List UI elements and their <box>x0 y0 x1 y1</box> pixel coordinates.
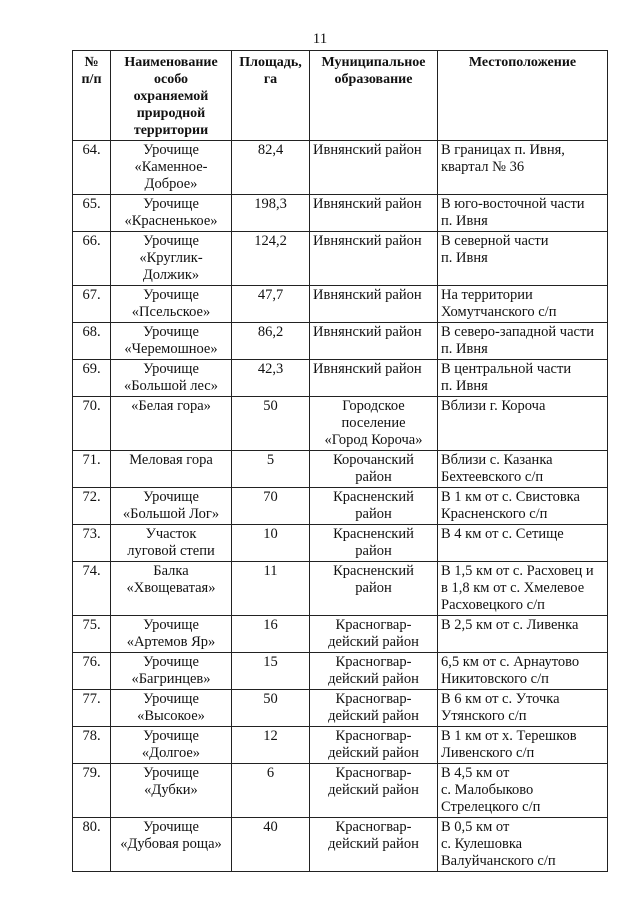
table-row <box>73 727 608 764</box>
area-name-cell <box>111 727 232 764</box>
row-number-text: 66. <box>82 233 101 249</box>
location-text: В границах п. Ивня, квартал № 36 <box>441 142 565 175</box>
area-name-cell <box>111 653 232 690</box>
row-number-text: 73. <box>82 526 101 542</box>
row-number-text: 75. <box>82 617 101 633</box>
municipality-cell <box>310 764 438 818</box>
area-name-cell <box>111 488 232 525</box>
location-cell <box>438 562 608 616</box>
row-number-cell <box>73 232 111 286</box>
row-number-cell <box>73 690 111 727</box>
row-number-cell <box>73 195 111 232</box>
area-name-text: Урочище «Большой Лог» <box>122 489 220 522</box>
page-number: 11 <box>312 31 328 47</box>
municipality-cell <box>310 323 438 360</box>
location-text: В юго-восточной части п. Ивня <box>441 196 585 229</box>
area-size-cell <box>232 690 310 727</box>
row-number-text: 68. <box>82 324 101 340</box>
row-number-cell <box>73 397 111 451</box>
location-text: Вблизи с. Казанка Бехтеевского с/п <box>441 452 553 485</box>
location-text: В центральной части п. Ивня <box>441 361 572 394</box>
row-number-cell <box>73 727 111 764</box>
location-cell <box>438 451 608 488</box>
area-size-cell <box>232 323 310 360</box>
area-size-cell <box>232 727 310 764</box>
row-number-text: 78. <box>82 728 101 744</box>
area-name-text: Урочище «Багринцев» <box>131 654 211 687</box>
area-size-text: 86,2 <box>257 324 284 340</box>
location-text: В 2,5 км от с. Ливенка <box>441 617 579 633</box>
area-size-cell <box>232 525 310 562</box>
area-size-cell <box>232 764 310 818</box>
municipality-text: Красненский район <box>333 489 414 522</box>
location-cell <box>438 323 608 360</box>
area-name-cell <box>111 818 232 872</box>
location-cell <box>438 195 608 232</box>
area-size-cell <box>232 141 310 195</box>
area-size-cell <box>232 562 310 616</box>
municipality-cell <box>310 525 438 562</box>
area-size-text: 5 <box>266 452 275 468</box>
area-size-text: 82,4 <box>257 142 284 158</box>
location-text: 6,5 км от с. Арнаутово Никитовского с/п <box>441 654 580 687</box>
table-body <box>73 141 608 872</box>
area-size-text: 42,3 <box>257 361 284 377</box>
location-cell <box>438 764 608 818</box>
area-name-cell <box>111 764 232 818</box>
table-row <box>73 232 608 286</box>
area-name-cell <box>111 232 232 286</box>
municipality-cell <box>310 690 438 727</box>
area-size-text: 10 <box>263 526 278 542</box>
row-number-cell <box>73 616 111 653</box>
area-size-cell <box>232 397 310 451</box>
table-header-row <box>73 51 608 141</box>
table-row <box>73 764 608 818</box>
row-number-text: 65. <box>82 196 101 212</box>
header-num: № п/п <box>73 51 111 141</box>
municipality-cell <box>310 562 438 616</box>
area-name-text: Урочище «Долгое» <box>141 728 201 761</box>
municipality-cell <box>310 232 438 286</box>
area-size-cell <box>232 360 310 397</box>
table-row <box>73 818 608 872</box>
row-number-text: 64. <box>82 142 101 158</box>
municipality-cell <box>310 653 438 690</box>
row-number-cell <box>73 323 111 360</box>
row-number-text: 79. <box>82 765 101 781</box>
municipality-text: Ивнянский район <box>313 142 422 158</box>
location-text: В северной части п. Ивня <box>441 233 549 266</box>
table-row <box>73 451 608 488</box>
area-name-cell <box>111 525 232 562</box>
area-name-cell <box>111 616 232 653</box>
municipality-text: Красногвар- дейский район <box>328 819 419 852</box>
municipality-cell <box>310 451 438 488</box>
row-number-cell <box>73 488 111 525</box>
municipality-text: Ивнянский район <box>313 196 422 212</box>
area-name-text: Урочище «Артемов Яр» <box>126 617 216 650</box>
location-cell <box>438 141 608 195</box>
area-name-text: Урочище «Высокое» <box>137 691 205 724</box>
table-row <box>73 562 608 616</box>
table-row <box>73 616 608 653</box>
municipality-cell <box>310 286 438 323</box>
table-row <box>73 690 608 727</box>
area-size-cell <box>232 232 310 286</box>
location-cell <box>438 488 608 525</box>
municipality-text: Ивнянский район <box>313 324 422 340</box>
location-cell <box>438 525 608 562</box>
row-number-cell <box>73 360 111 397</box>
area-name-text: Урочище «Псельское» <box>131 287 211 320</box>
location-cell <box>438 690 608 727</box>
location-cell <box>438 286 608 323</box>
header-municipality: Муниципальное образование <box>310 51 438 141</box>
table-row <box>73 286 608 323</box>
header-location: Местоположение <box>438 51 608 141</box>
row-number-cell <box>73 764 111 818</box>
header-area: Площадь, га <box>232 51 310 141</box>
municipality-cell <box>310 360 438 397</box>
area-size-cell <box>232 818 310 872</box>
area-name-cell <box>111 562 232 616</box>
municipality-text: Ивнянский район <box>313 233 422 249</box>
row-number-cell <box>73 525 111 562</box>
row-number-text: 77. <box>82 691 101 707</box>
location-cell <box>438 397 608 451</box>
municipality-text: Ивнянский район <box>313 361 422 377</box>
row-number-text: 80. <box>82 819 101 835</box>
area-size-cell <box>232 286 310 323</box>
area-size-text: 6 <box>266 765 275 781</box>
area-name-cell <box>111 195 232 232</box>
municipality-text: Красногвар- дейский район <box>328 617 419 650</box>
municipality-cell <box>310 488 438 525</box>
area-name-cell <box>111 323 232 360</box>
table-row <box>73 397 608 451</box>
area-name-text: Урочище «Красненькое» <box>124 196 218 229</box>
municipality-text: Красногвар- дейский район <box>328 728 419 761</box>
location-text: В 1 км от х. Терешков Ливенского с/п <box>441 728 577 761</box>
location-text: Вблизи г. Короча <box>441 398 546 414</box>
area-name-text: Урочище «Черемошное» <box>124 324 218 357</box>
table-row <box>73 141 608 195</box>
municipality-cell <box>310 195 438 232</box>
location-cell <box>438 818 608 872</box>
row-number-cell <box>73 818 111 872</box>
area-size-text: 47,7 <box>257 287 284 303</box>
area-size-cell <box>232 195 310 232</box>
location-text: В 6 км от с. Уточка Утянского с/п <box>441 691 560 724</box>
area-size-cell <box>232 653 310 690</box>
area-size-cell <box>232 451 310 488</box>
area-name-text: Балка «Хвощеватая» <box>126 563 216 596</box>
municipality-text: Красногвар- дейский район <box>328 765 419 798</box>
row-number-text: 67. <box>82 287 101 303</box>
row-number-text: 72. <box>82 489 101 505</box>
row-number-cell <box>73 562 111 616</box>
location-text: В 0,5 км от с. Кулешовка Валуйчанского с/п <box>441 819 556 869</box>
row-number-text: 74. <box>82 563 101 579</box>
area-name-cell <box>111 286 232 323</box>
municipality-cell <box>310 616 438 653</box>
location-text: В 4,5 км от с. Малобыково Стрелецкого с/п <box>441 765 541 815</box>
row-number-text: 69. <box>82 361 101 377</box>
area-name-cell <box>111 451 232 488</box>
row-number-text: 70. <box>82 398 101 414</box>
municipality-text: Городское поселение «Город Короча» <box>324 398 423 448</box>
area-size-text: 124,2 <box>254 233 287 249</box>
area-size-text: 50 <box>263 691 278 707</box>
location-text: В 1,5 км от с. Расховец и в 1,8 км от с. Хмелевое Расховецкого с/п <box>441 563 594 613</box>
municipality-cell <box>310 727 438 764</box>
location-cell <box>438 360 608 397</box>
table-row <box>73 653 608 690</box>
row-number-cell <box>73 451 111 488</box>
area-name-cell <box>111 397 232 451</box>
table-row <box>73 195 608 232</box>
row-number-text: 76. <box>82 654 101 670</box>
area-size-text: 70 <box>263 489 278 505</box>
table-row <box>73 488 608 525</box>
area-size-text: 12 <box>263 728 278 744</box>
area-name-text: Урочище «Дубовая роща» <box>120 819 222 852</box>
protected-areas-table <box>72 50 608 872</box>
header-name: Наименование особо охраняемой природной территории <box>111 51 232 141</box>
location-cell <box>438 616 608 653</box>
area-size-text: 16 <box>263 617 278 633</box>
row-number-cell <box>73 286 111 323</box>
area-size-cell <box>232 488 310 525</box>
location-text: В 4 км от с. Сетище <box>441 526 564 542</box>
location-cell <box>438 232 608 286</box>
municipality-text: Ивнянский район <box>313 287 422 303</box>
municipality-text: Красненский район <box>333 526 414 559</box>
municipality-text: Красногвар- дейский район <box>328 654 419 687</box>
area-name-text: «Белая гора» <box>131 398 211 414</box>
area-name-text: Урочище «Каменное- Доброе» <box>134 142 208 192</box>
municipality-cell <box>310 141 438 195</box>
municipality-cell <box>310 397 438 451</box>
area-name-cell <box>111 690 232 727</box>
municipality-text: Красногвар- дейский район <box>328 691 419 724</box>
row-number-cell <box>73 141 111 195</box>
area-name-cell <box>111 141 232 195</box>
table-row <box>73 525 608 562</box>
location-text: В северо-западной части п. Ивня <box>441 324 595 357</box>
municipality-cell <box>310 818 438 872</box>
table-row <box>73 360 608 397</box>
area-size-cell <box>232 616 310 653</box>
table-row <box>73 323 608 360</box>
area-size-text: 40 <box>263 819 278 835</box>
area-name-text: Урочище «Круглик- Должик» <box>139 233 203 283</box>
location-text: В 1 км от с. Свистовка Красненского с/п <box>441 489 580 522</box>
location-cell <box>438 653 608 690</box>
area-name-text: Участок луговой степи <box>127 526 215 559</box>
area-size-text: 198,3 <box>254 196 287 212</box>
area-name-cell <box>111 360 232 397</box>
municipality-text: Корочанский район <box>333 452 414 485</box>
area-size-text: 50 <box>263 398 278 414</box>
location-cell <box>438 727 608 764</box>
location-text: На территории Хомутчанского с/п <box>441 287 557 320</box>
row-number-text: 71. <box>82 452 101 468</box>
municipality-text: Красненский район <box>333 563 414 596</box>
area-name-text: Меловая гора <box>129 452 213 468</box>
area-name-text: Урочище «Большой лес» <box>123 361 218 394</box>
area-name-text: Урочище «Дубки» <box>143 765 199 798</box>
area-size-text: 11 <box>263 563 278 579</box>
area-size-text: 15 <box>263 654 278 670</box>
row-number-cell <box>73 653 111 690</box>
